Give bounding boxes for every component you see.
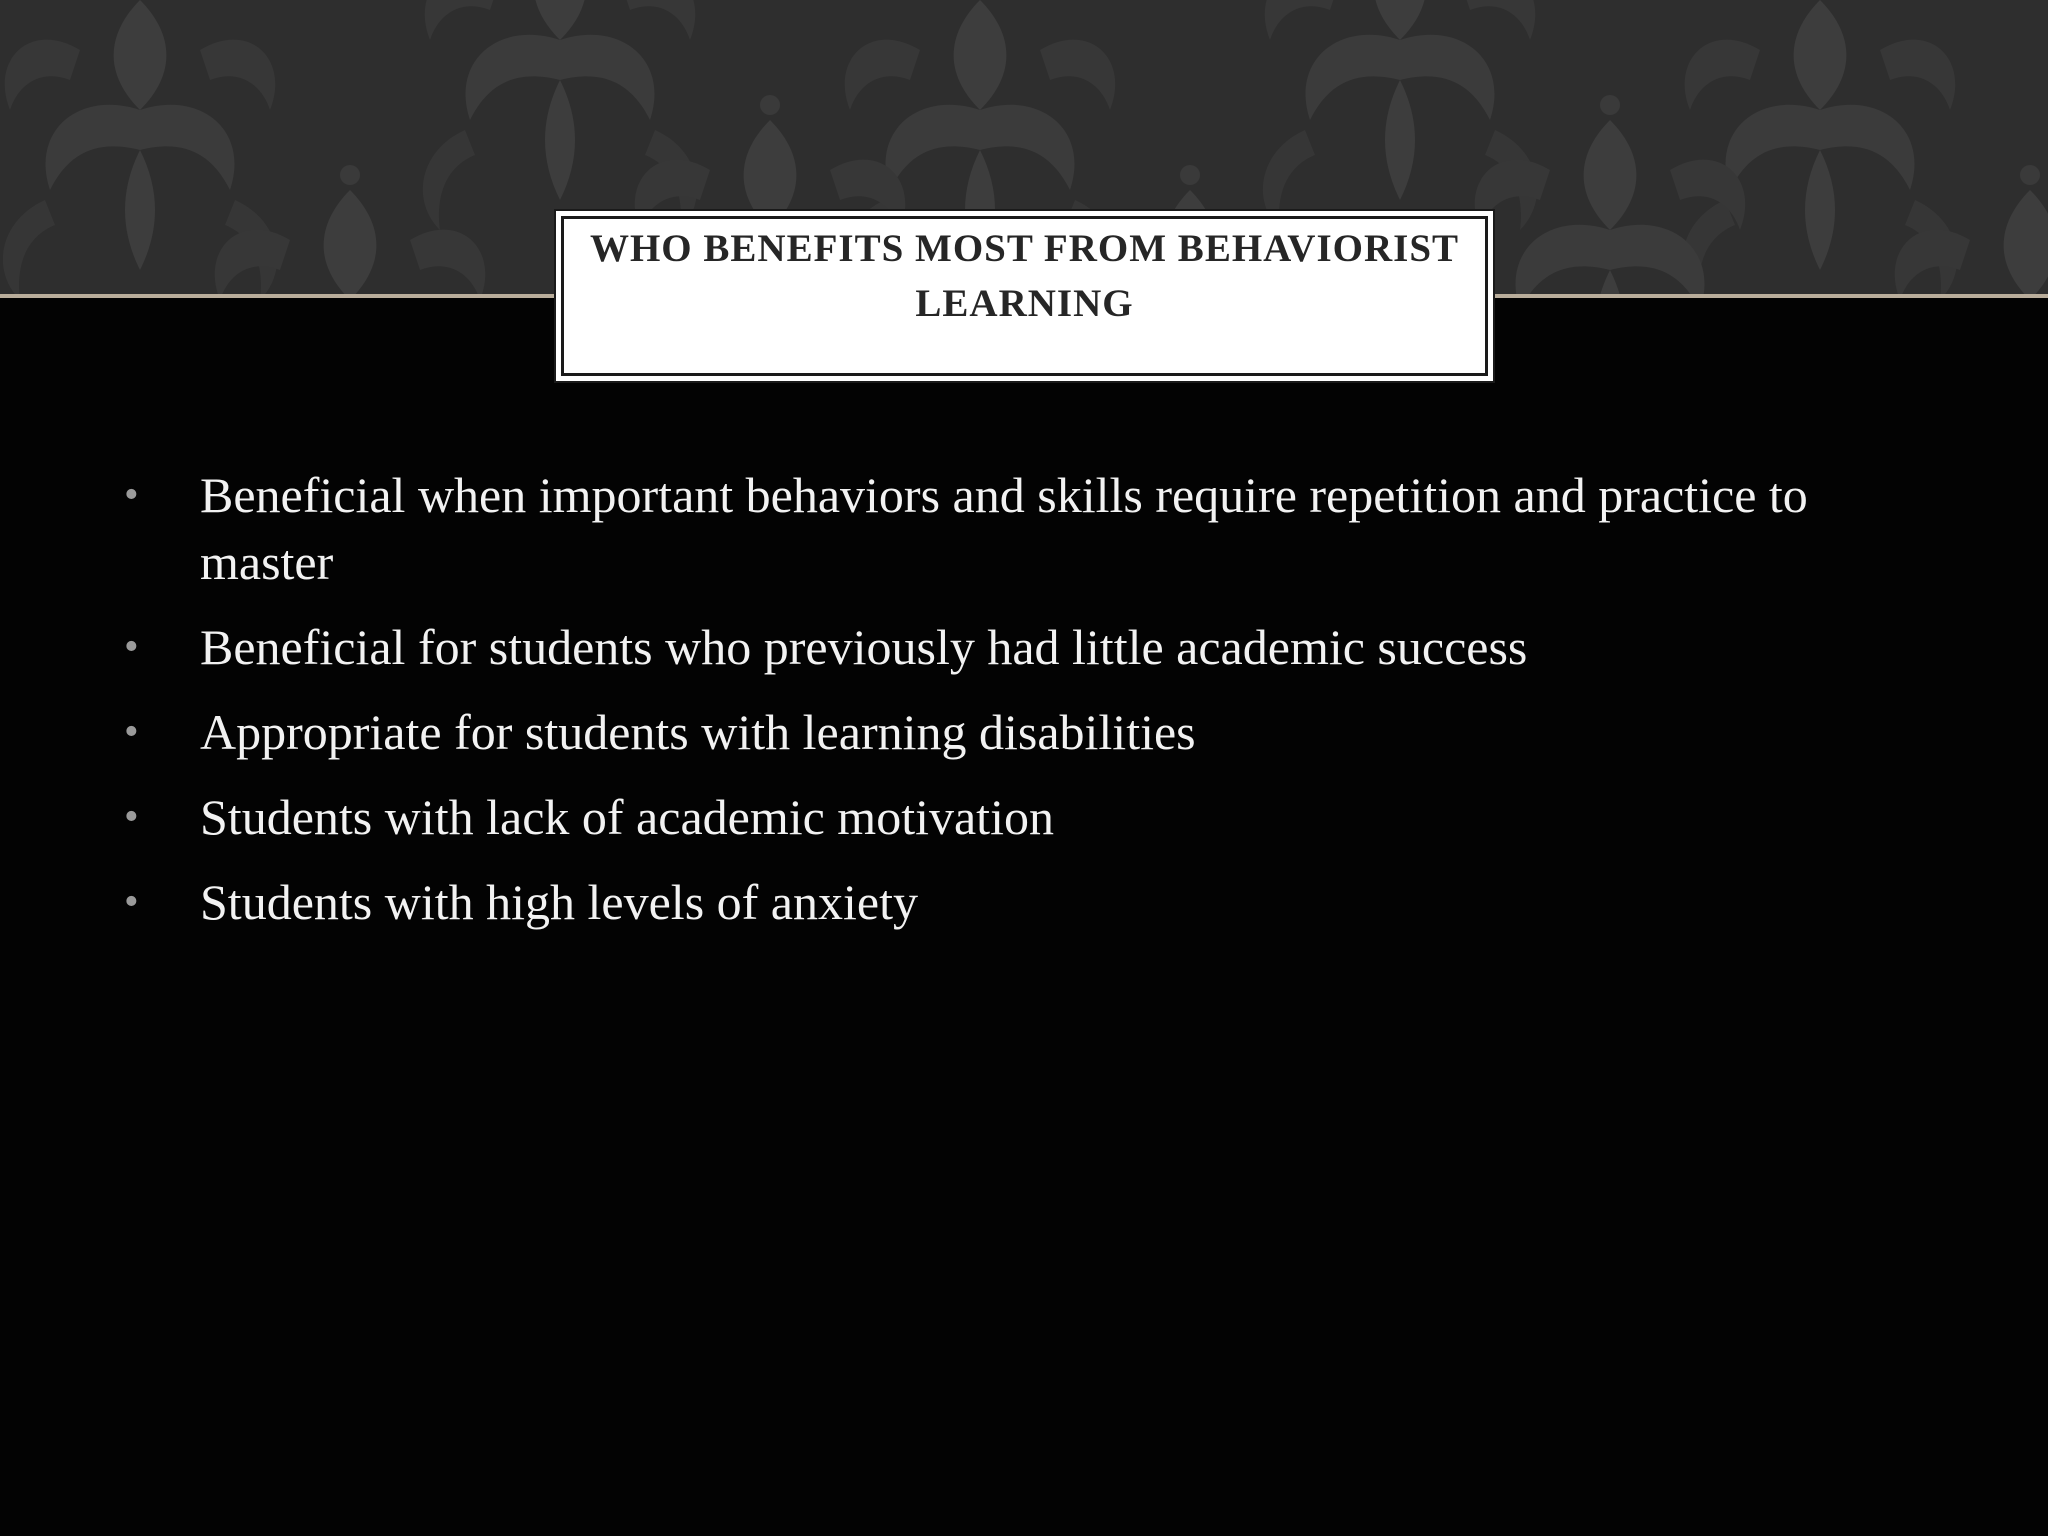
bullet-item [116,869,1876,936]
bullet-item [116,784,1876,851]
bullet-icon: • [124,794,139,840]
bullet-item [116,462,1876,596]
bullet-icon: • [124,624,139,670]
bullet-item [116,614,1876,681]
bullet-icon: • [124,472,139,518]
bullet-text: Students with lack of academic motivation [200,789,1054,845]
bullet-list [116,462,1876,954]
bullet-text: Beneficial when important behaviors and skills require repetition and practice to master [200,467,1808,590]
title-box [554,209,1495,383]
bullet-item [116,699,1876,766]
bullet-text: Appropriate for students with learning disabilities [200,704,1196,760]
bullet-text: Students with high levels of anxiety [200,874,918,930]
bullet-icon: • [124,879,139,925]
bullet-icon: • [124,709,139,755]
slide-title: WHO BENEFITS MOST FROM BEHAVIORIST LEARNING [589,227,1460,325]
bullet-text: Beneficial for students who previously had little academic success [200,619,1528,675]
